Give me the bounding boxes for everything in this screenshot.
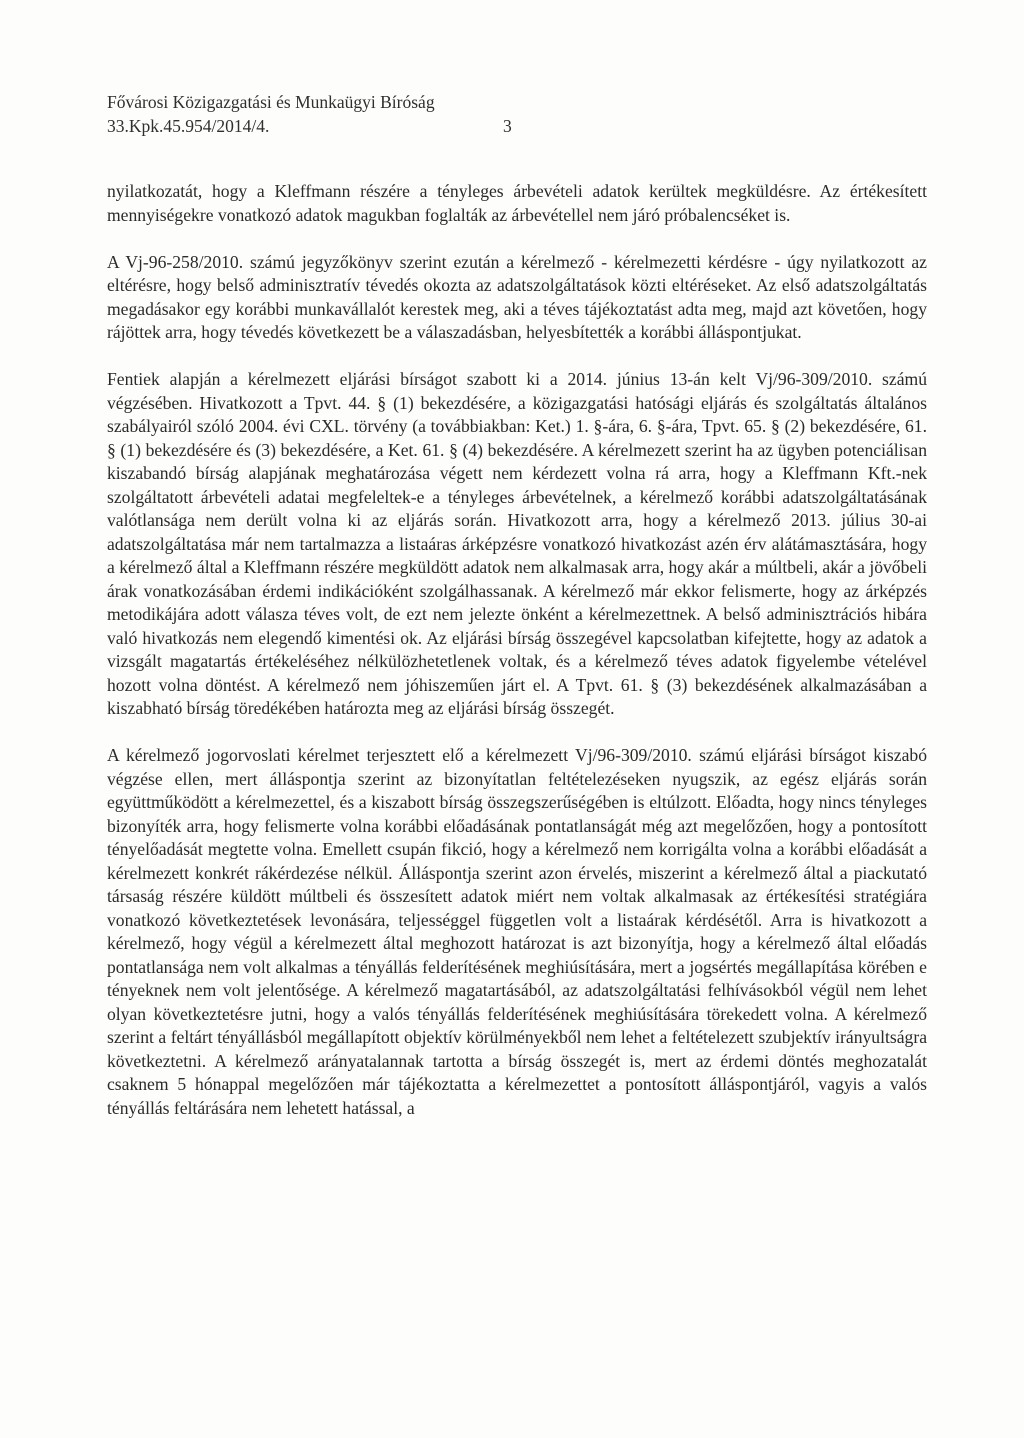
court-name: Fővárosi Közigazgatási és Munkaügyi Bíróság [107, 92, 435, 112]
document-header [107, 90, 927, 138]
paragraph-1: nyilatkozatát, hogy a Kleffmann részére a tényleges árbevételi adatok kerültek megküldésre. Az értékesített mennyiségekre vonatkozó adatok magukban foglalták az árbevétellel nem járó próbalencséket is. [107, 181, 927, 225]
paragraph-3: Fentiek alapján a kérelmezett eljárási bírságot szabott ki a 2014. június 13-án kelt Vj/96-309/2010. számú végzésében. Hivatkozott a Tpvt. 44. § (1) bekezdésére, a közigazgatási hatósági eljárás és szolgáltatás általános szabályairól szóló 2004. évi CXL. törvény (a továbbiakban: Ket.) 1. §-ára, 6. §-ára, Tpvt. 65. § (2) bekezdésére, 61. § (1) bekezdésére és (3) bekezdésére, a Ket. 61. § (4) bekezdésére. A kérelmezett szerint ha az ügyben potenciálisan kiszabandó bírság alapjának meghatározása végett nem kérdezett volna rá arra, hogy a Kleffmann Kft.-nek szolgáltatott árbevételi adatai megfeleltek-e a tényleges árbevételnek, a kérelmező korábbi adatszolgáltatásának valótlansága nem derült volna ki az eljárás során. Hivatkozott arra, hogy a kérelmező 2013. július 30-ai adatszolgáltatása már nem tartalmazza a listaáras árképzésre vonatkozó hivatkozást azén érv alátámasztására, hogy a kérelmező által a Kleffmann részére megküldött adatok nem alkalmasak arra, hogy akár a múltbeli, akár a jövőbeli árak vonatkozásában érdemi indikációként szolgálhassanak. A kérelmező már ekkor felismerte, hogy az árképzés metodikájára adott válasza téves volt, de ezt nem jelezte önként a kérelmezettnek. A belső adminisztrációs hibára való hivatkozás nem elegendő kimentési ok. Az eljárási bírság összegével kapcsolatban kifejtette, hogy az adatok a vizsgált magatartás értékeléséhez nélkülözhetetlenek voltak, és a kérelmező téves adatok figyelembe vételével hozott volna döntést. A kérelmező nem jóhiszeműen járt el. A Tpvt. 61. § (3) bekezdésének alkalmazásában a kiszabható bírság töredékében határozta meg az eljárási bírság összegét. [107, 369, 927, 718]
document-body [107, 180, 927, 1144]
page-number: 3 [503, 116, 512, 136]
paragraph-2: A Vj-96-258/2010. számú jegyzőkönyv szerint ezután a kérelmező - kérelmezetti kérdésre - úgy nyilatkozott az eltérésre, hogy belső adminisztratív tévedés okozta az adatszolgáltatások közti eltéréseket. Az első adatszolgáltatás megadásakor egy korábbi munkavállalót kerestek meg, aki a téves tájékoztatást adta meg, majd azt követően, hogy rájöttek arra, hogy tévedés következett be a válaszadásban, helyesbítették a korábbi álláspontjukat. [107, 251, 927, 342]
case-number: 33.Kpk.45.954/2014/4. [107, 116, 270, 136]
paragraph-4: A kérelmező jogorvoslati kérelmet terjesztett elő a kérelmezett Vj/96-309/2010. számú eljárási bírságot kiszabó végzése ellen, mert álláspontja szerint az bizonyítatlan feltételezéseken nyugszik, az egész eljárás során együttműködött a kérelmezettel, és a kiszabott bírság összegszerűségében is eltúlzott. Előadta, hogy nincs tényleges bizonyíték arra, hogy felismerte volna korábbi előadásának pontatlanságát még azt megelőzően, hogy a pontosított tényelőadását megtette volna. Emellett csupán fikció, hogy a kérelmező nem korrigálta volna a korábbi előadását a kérelmezett konkrét rákérdezése nélkül. Álláspontja szerint azon érvelés, miszerint a kérelmező által a piackutató társaság részére küldött múltbeli és összesített adatok miért nem voltak alkalmasak az értékesítési stratégiára vonatkozó következtetések levonására, teljességgel független volt a listaárak kérdésétől. Arra is hivatkozott a kérelmező, hogy végül a kérelmezett által meghozott határozat is azt bizonyítja, hogy a kérelmező által előadás pontatlansága nem volt alkalmas a tényállás felderítésének meghiúsítására, mert a jogsértés megállapítása körében e tényeknek nem volt jelentősége. A kérelmező magatartásából, az adatszolgáltatási felhívásokból végül nem lehet olyan következtetésre jutni, hogy a valós tényállás felderítésének meghiúsítására törekedett volna. A kérelmező szerint a feltárt tényállásból megállapított objektív körülményekből nem lehet a feltételezett szubjektív irányultságra következtetni. A kérelmező arányatalannak tartotta a bírság összegét is, mert az érdemi döntés meghozatalát csaknem 5 hónappal megelőzően már tájékoztatta a kérelmezettet a pontosított álláspontjáról, vagyis a valós tényállás feltárására nem lehetett hatással, a [107, 745, 927, 1118]
